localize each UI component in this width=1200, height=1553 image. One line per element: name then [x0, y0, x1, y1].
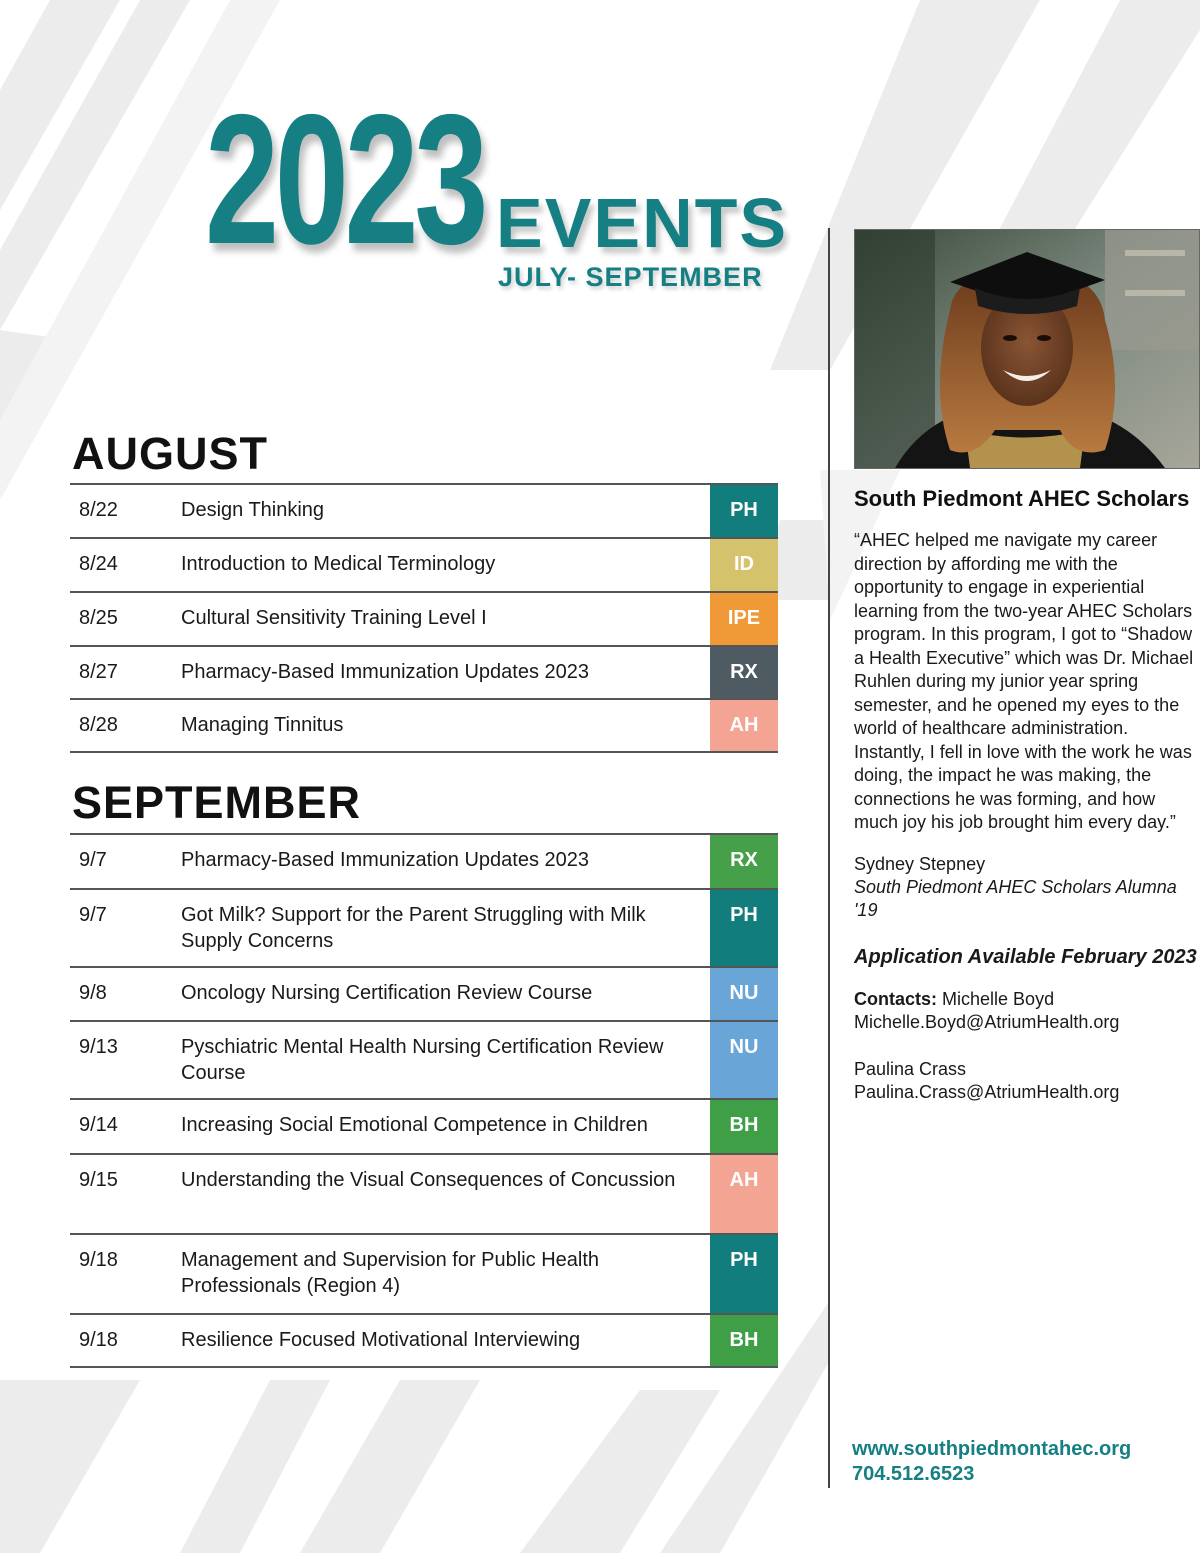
event-title: Oncology Nursing Certification Review Course: [181, 982, 593, 1004]
sidebar-title: South Piedmont AHEC Scholars: [854, 486, 1190, 511]
event-date: 9/8: [79, 982, 107, 1004]
table-row: [70, 647, 778, 700]
event-title: Increasing Social Emotional Competence in Children: [181, 1114, 648, 1136]
table-row: [70, 890, 778, 968]
event-title: Understanding the Visual Consequences of Concussion: [181, 1169, 676, 1191]
event-title: Introduction to Medical Terminology: [181, 553, 496, 575]
table-row: [70, 1100, 778, 1155]
contact-email-link[interactable]: Paulina.Crass@AtriumHealth.org: [854, 1082, 1120, 1102]
table-row: [70, 539, 778, 593]
event-date: 9/7: [79, 904, 107, 926]
event-title: Got Milk? Support for the Parent Struggling with Milk Supply Concerns: [181, 904, 646, 952]
event-date: 8/27: [79, 661, 118, 683]
table-row: [70, 700, 778, 753]
events-table-august: [70, 483, 778, 753]
event-date: 8/28: [79, 714, 118, 736]
date-range: JULY- SEPTEMBER: [498, 262, 763, 292]
event-category-tag: ID: [710, 539, 778, 591]
event-title: Pyschiatric Mental Health Nursing Certification Review Course: [181, 1036, 664, 1084]
attribution-role: South Piedmont AHEC Scholars Alumna '19: [854, 876, 1177, 920]
page-header: [0, 0, 800, 320]
contact-email-link[interactable]: Michelle.Boyd@AtriumHealth.org: [854, 1012, 1120, 1032]
event-category-tag: NU: [710, 1022, 778, 1098]
event-date: 8/25: [79, 607, 118, 629]
contact-name: Paulina Crass: [854, 1058, 967, 1079]
scholars-sidebar: [854, 229, 1200, 1105]
event-category-tag: BH: [710, 1100, 778, 1153]
event-title: Management and Supervision for Public Health Professionals (Region 4): [181, 1249, 600, 1297]
table-row: [70, 835, 778, 890]
event-title: Pharmacy-Based Immunization Updates 2023: [181, 661, 589, 683]
event-title: Design Thinking: [181, 499, 325, 521]
event-category-tag: NU: [710, 968, 778, 1020]
table-row: [70, 968, 778, 1022]
table-row: [70, 485, 778, 539]
month-heading-september: SEPTEMBER: [72, 777, 362, 828]
event-category-tag: PH: [710, 485, 778, 537]
event-category-tag: RX: [710, 835, 778, 888]
event-date: 9/7: [79, 849, 107, 871]
phone-number: 704.512.6523: [852, 1463, 975, 1485]
table-row: [70, 1155, 778, 1235]
event-category-tag: PH: [710, 1235, 778, 1313]
event-category-tag: AH: [710, 700, 778, 751]
event-category-tag: IPE: [710, 593, 778, 645]
table-row: [70, 1022, 778, 1100]
events-title: EVENTS: [496, 184, 789, 262]
application-note: Application Available February 2023: [854, 945, 1197, 968]
event-date: 9/18: [79, 1329, 118, 1351]
event-title: Managing Tinnitus: [181, 714, 344, 736]
event-date: 8/24: [79, 553, 118, 575]
contacts-label: Contacts:: [854, 988, 938, 1009]
attribution-name: Sydney Stepney: [854, 853, 986, 874]
event-category-tag: AH: [710, 1155, 778, 1233]
event-category-tag: BH: [710, 1315, 778, 1366]
table-row: [70, 1315, 778, 1368]
event-date: 9/18: [79, 1249, 118, 1271]
event-date: 9/15: [79, 1169, 118, 1191]
contacts-block: [854, 988, 1200, 1105]
event-date: 9/13: [79, 1036, 118, 1058]
vertical-divider: [828, 228, 830, 1488]
table-row: [70, 1235, 778, 1315]
footer: [852, 1437, 1131, 1487]
website-link[interactable]: www.southpiedmontahec.org: [852, 1438, 1132, 1460]
event-title: Cultural Sensitivity Training Level I: [181, 607, 487, 629]
event-category-tag: PH: [710, 890, 778, 966]
table-row: [70, 593, 778, 647]
event-category-tag: RX: [710, 647, 778, 698]
scholar-quote: “AHEC helped me navigate my career direction by affording me with the opportunity to engage in experiential learning from the two-year AHEC Scholars program. In this program, I got to “Shadow a Health Executive” which was Dr. Michael Ruhlen during my junior year spring semester, and he opened my eyes to the world of healthcare administration. Instantly, I fell in love with the work he was doing, the impact he was making, the connections he was forming, and how much joy his job brought him every day.”: [854, 530, 1194, 832]
event-title: Pharmacy-Based Immunization Updates 2023: [181, 849, 589, 871]
quote-attribution: [854, 853, 1200, 922]
contact-name: Michelle Boyd: [942, 988, 1055, 1009]
events-table-september: [70, 833, 778, 1368]
event-date: 9/14: [79, 1114, 118, 1136]
year-title: 2023: [205, 77, 485, 283]
event-date: 8/22: [79, 499, 118, 521]
month-heading-august: AUGUST: [72, 428, 268, 479]
event-title: Resilience Focused Motivational Interviewing: [181, 1329, 581, 1351]
graduate-portrait-photo: [854, 229, 1200, 469]
